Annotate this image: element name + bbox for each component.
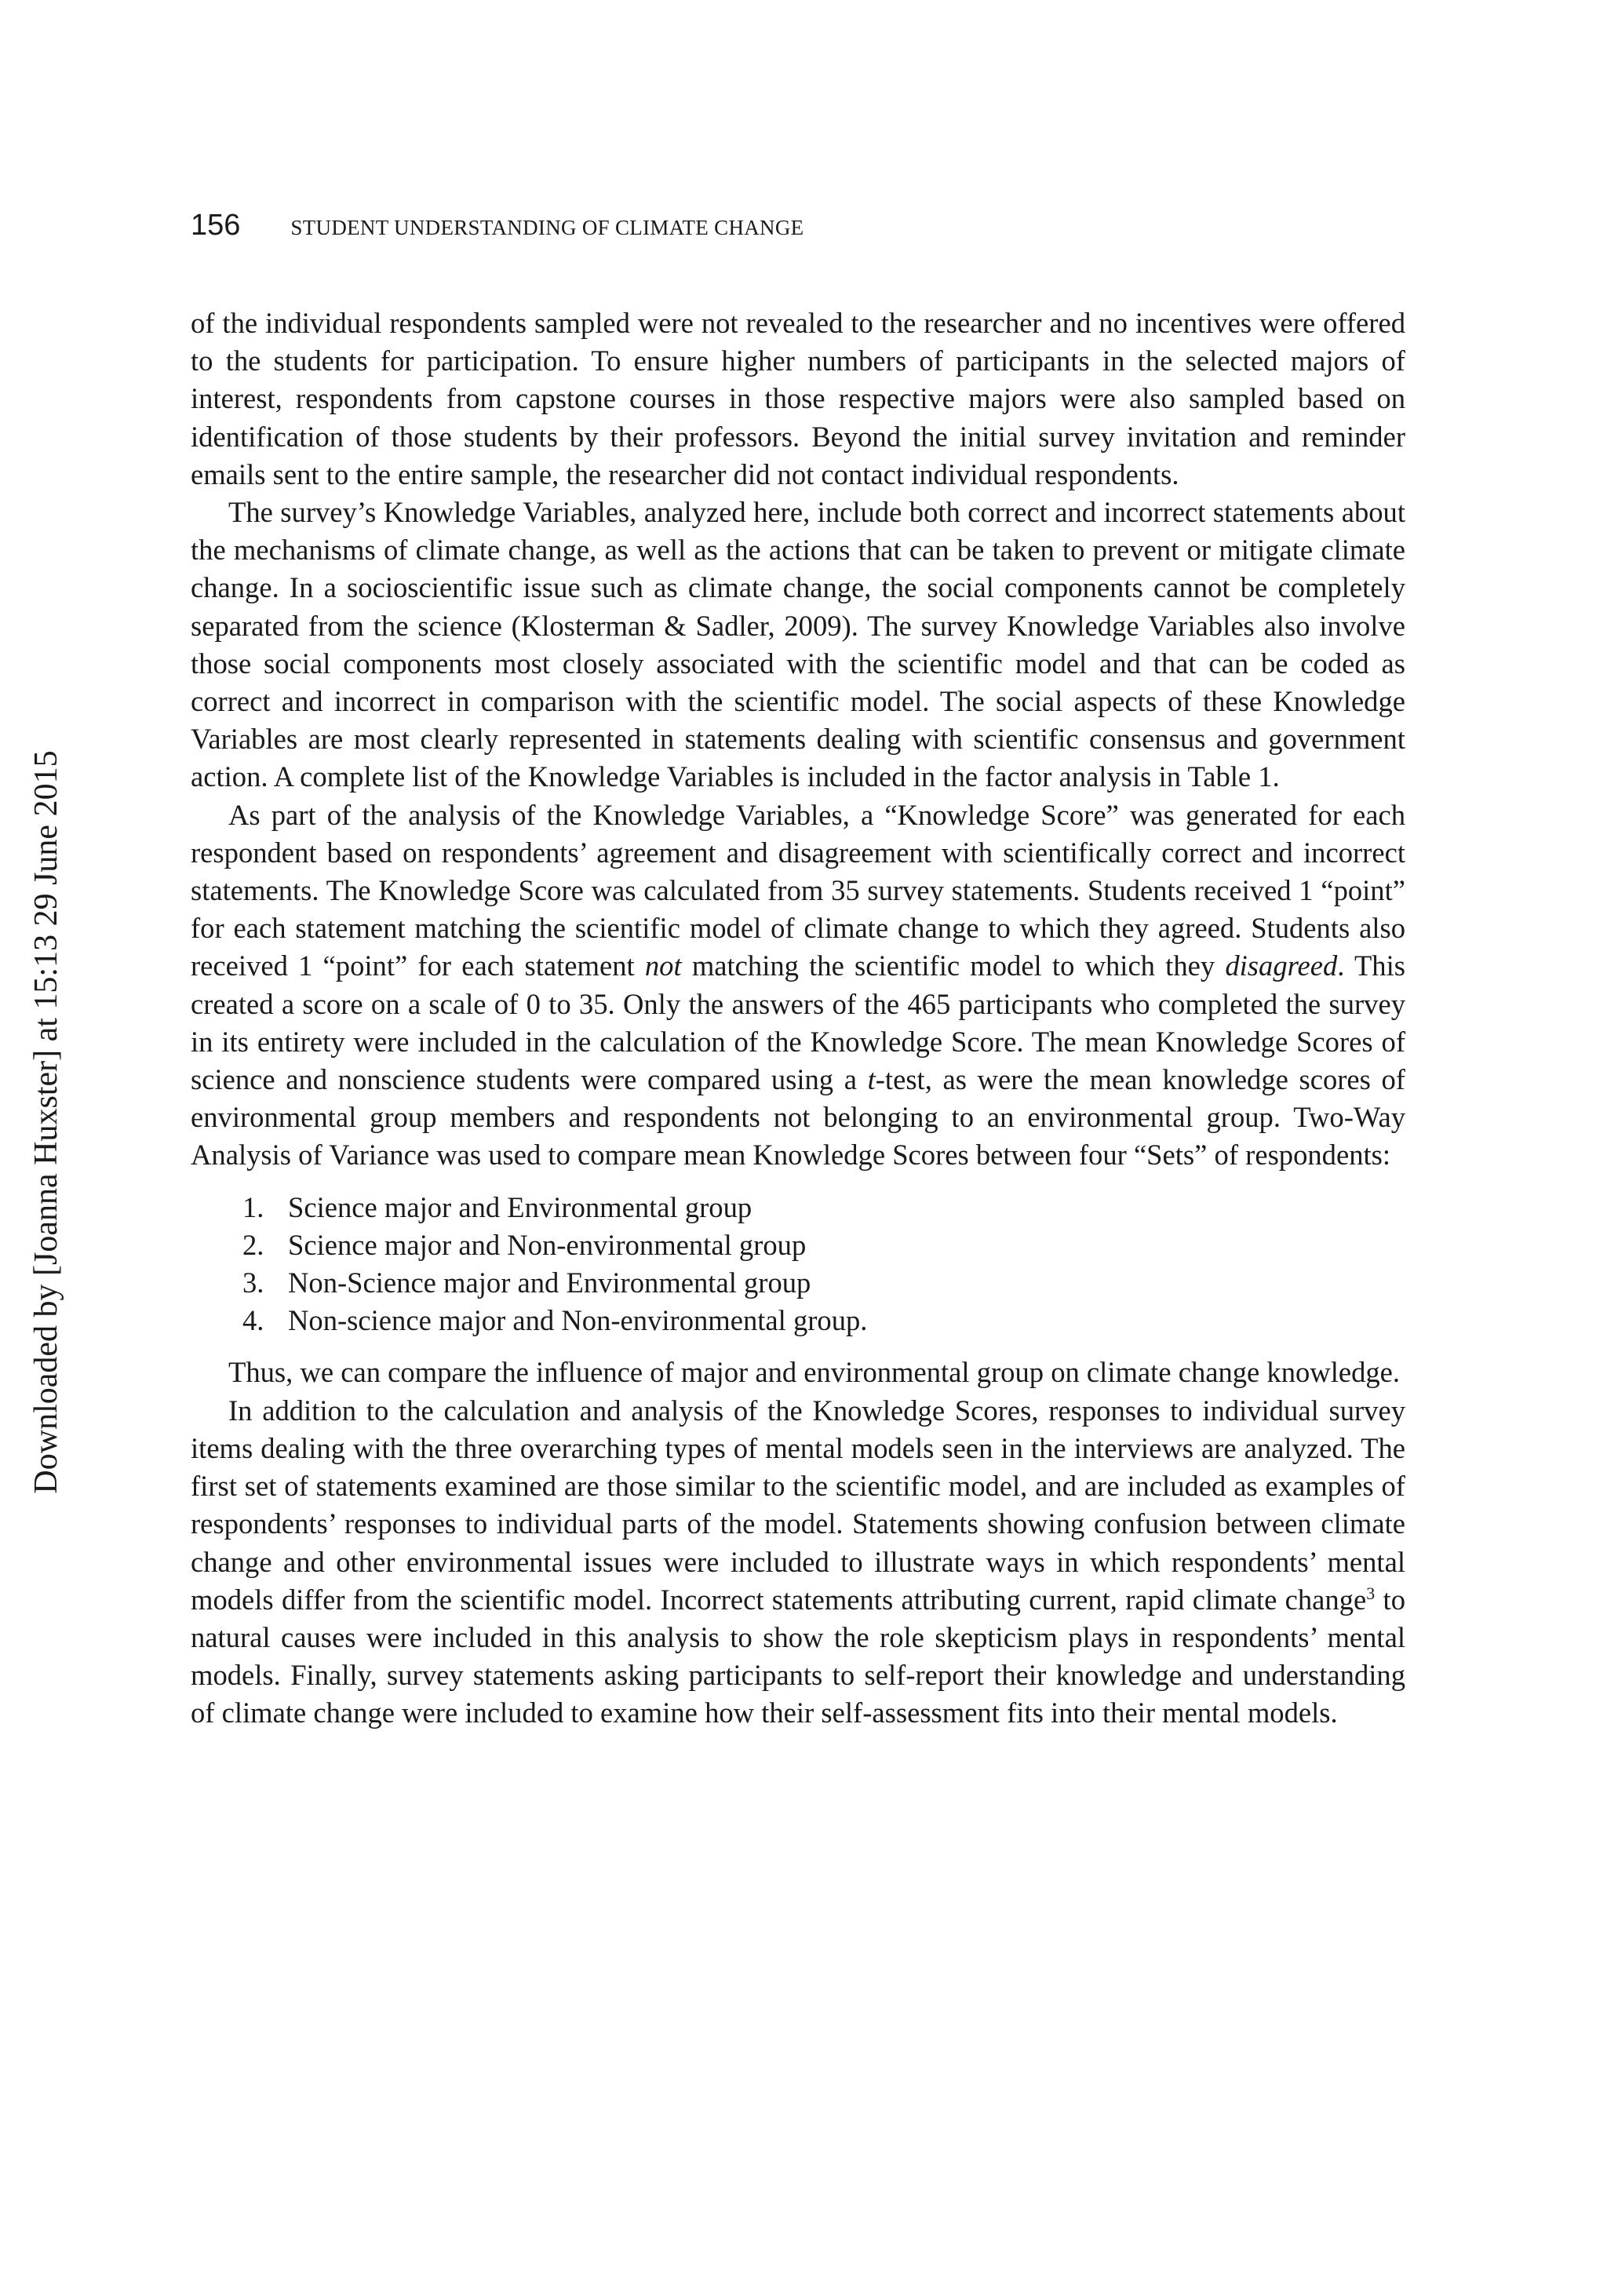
footnote-marker[interactable]: 3 — [1366, 1583, 1376, 1603]
list-item-number: 2. — [242, 1228, 264, 1261]
paragraph-1: of the individual respondents sampled were not revealed to the researcher and no incentives were offered to the students for participation. To ensure higher numbers of participants in the selected majors of interest, respondents from capstone courses in those respective majors were also sampled based on identification of those students by their professors. Beyond the initial survey invitation and reminder emails sent to the entire sample, the researcher did not contact individual respondents. — [191, 307, 1405, 490]
emphasis-disagreed: disagreed — [1225, 949, 1338, 982]
respondent-sets-list — [191, 1189, 1405, 1340]
paragraph-3-text-a: As part of the analysis of the Knowledge Variables, a “Knowledge Score” was generated for each respondent based on respondents’ agreement and disagreement with scientifically correct and incorrect statements. The Knowledge Score was calculated from 35 survey statements. Students received 1 “point” for each statement matching the scientific model of climate change to which they agreed. Students also received 1 “point” for each statement — [191, 798, 1405, 982]
download-watermark: Downloaded by [Joanna Huxster] at 15:13 29 June 2015 — [28, 750, 64, 1494]
body-text — [191, 304, 1405, 1733]
list-item — [242, 1302, 1405, 1339]
paragraph-2: The survey’s Knowledge Variables, analyzed here, include both correct and incorrect statements about the mechanisms of climate change, as well as the actions that can be taken to prevent or mitigate climate change. In a socioscientific issue such as climate change, the social components cannot be completely separated from the science (Klosterman & Sadler, 2009). The survey Knowledge Variables also involve those social components most closely associated with the scientific model and that can be coded as correct and incorrect in comparison with the scientific model. The social aspects of these Knowledge Variables are most clearly represented in statements dealing with scientific consensus and government action. A complete list of the Knowledge Variables is included in the factor analysis in Table 1. — [191, 496, 1405, 793]
list-item — [242, 1264, 1405, 1302]
paragraph-3-text-b: matching the scientific model to which they — [681, 949, 1226, 982]
paragraph-3-text-d: -test, as were the mean knowledge scores of environmental group members and respondents not belonging to an environmental group. Two-Way Analysis of Variance was used to compare mean Knowledge Scores between four “Sets” of respondents: — [191, 1063, 1405, 1172]
list-item-text: Science major and Environmental group — [288, 1190, 752, 1223]
paragraph-5-text-a: In addition to the calculation and analysis of the Knowledge Scores, responses to individual survey items dealing with the three overarching types of mental models seen in the interviews are analyzed. The first set of statements examined are those similar to the scientific model, and are included as examples of respondents’ responses to individual parts of the model. Statements showing confusion between climate change and other environmental issues were included to illustrate ways in which respondents’ mental models differ from the scientific model. Incorrect statements attributing current, rapid climate change — [191, 1394, 1405, 1616]
list-item-text: Science major and Non-environmental group — [288, 1228, 807, 1261]
running-title: STUDENT UNDERSTANDING OF CLIMATE CHANGE — [290, 216, 804, 239]
list-item — [242, 1189, 1405, 1226]
page-number: 156 — [191, 209, 241, 242]
list-item-number: 3. — [242, 1266, 264, 1299]
paragraph-4: Thus, we can compare the influence of major and environmental group on climate change knowledge. — [228, 1356, 1401, 1389]
list-item-text: Non-science major and Non-environmental group. — [288, 1304, 868, 1337]
list-item-number: 4. — [242, 1304, 264, 1337]
paragraph-5-text-b: to natural causes were included in this analysis to show the role skepticism plays in respondents’ mental models. Finally, survey statements asking participants to self-report their knowledge and understanding of climate change were included to examine how their self-assessment fits into their mental models. — [191, 1583, 1405, 1729]
emphasis-t: t — [867, 1063, 876, 1096]
list-item — [242, 1226, 1405, 1264]
running-header — [191, 209, 804, 248]
list-item-number: 1. — [242, 1190, 264, 1223]
paragraph-5 — [191, 1392, 1405, 1733]
paragraph-3-text-c: . This created a score on a scale of 0 to 35. Only the answers of the 465 participants who completed the survey in its entirety were included in the calculation of the Knowledge Score. The mean Knowledge Scores of science and nonscience students were compared using a — [191, 949, 1405, 1096]
emphasis-not: not — [644, 949, 682, 982]
list-item-text: Non-Science major and Environmental group — [288, 1266, 811, 1299]
paragraph-3 — [191, 796, 1405, 1175]
